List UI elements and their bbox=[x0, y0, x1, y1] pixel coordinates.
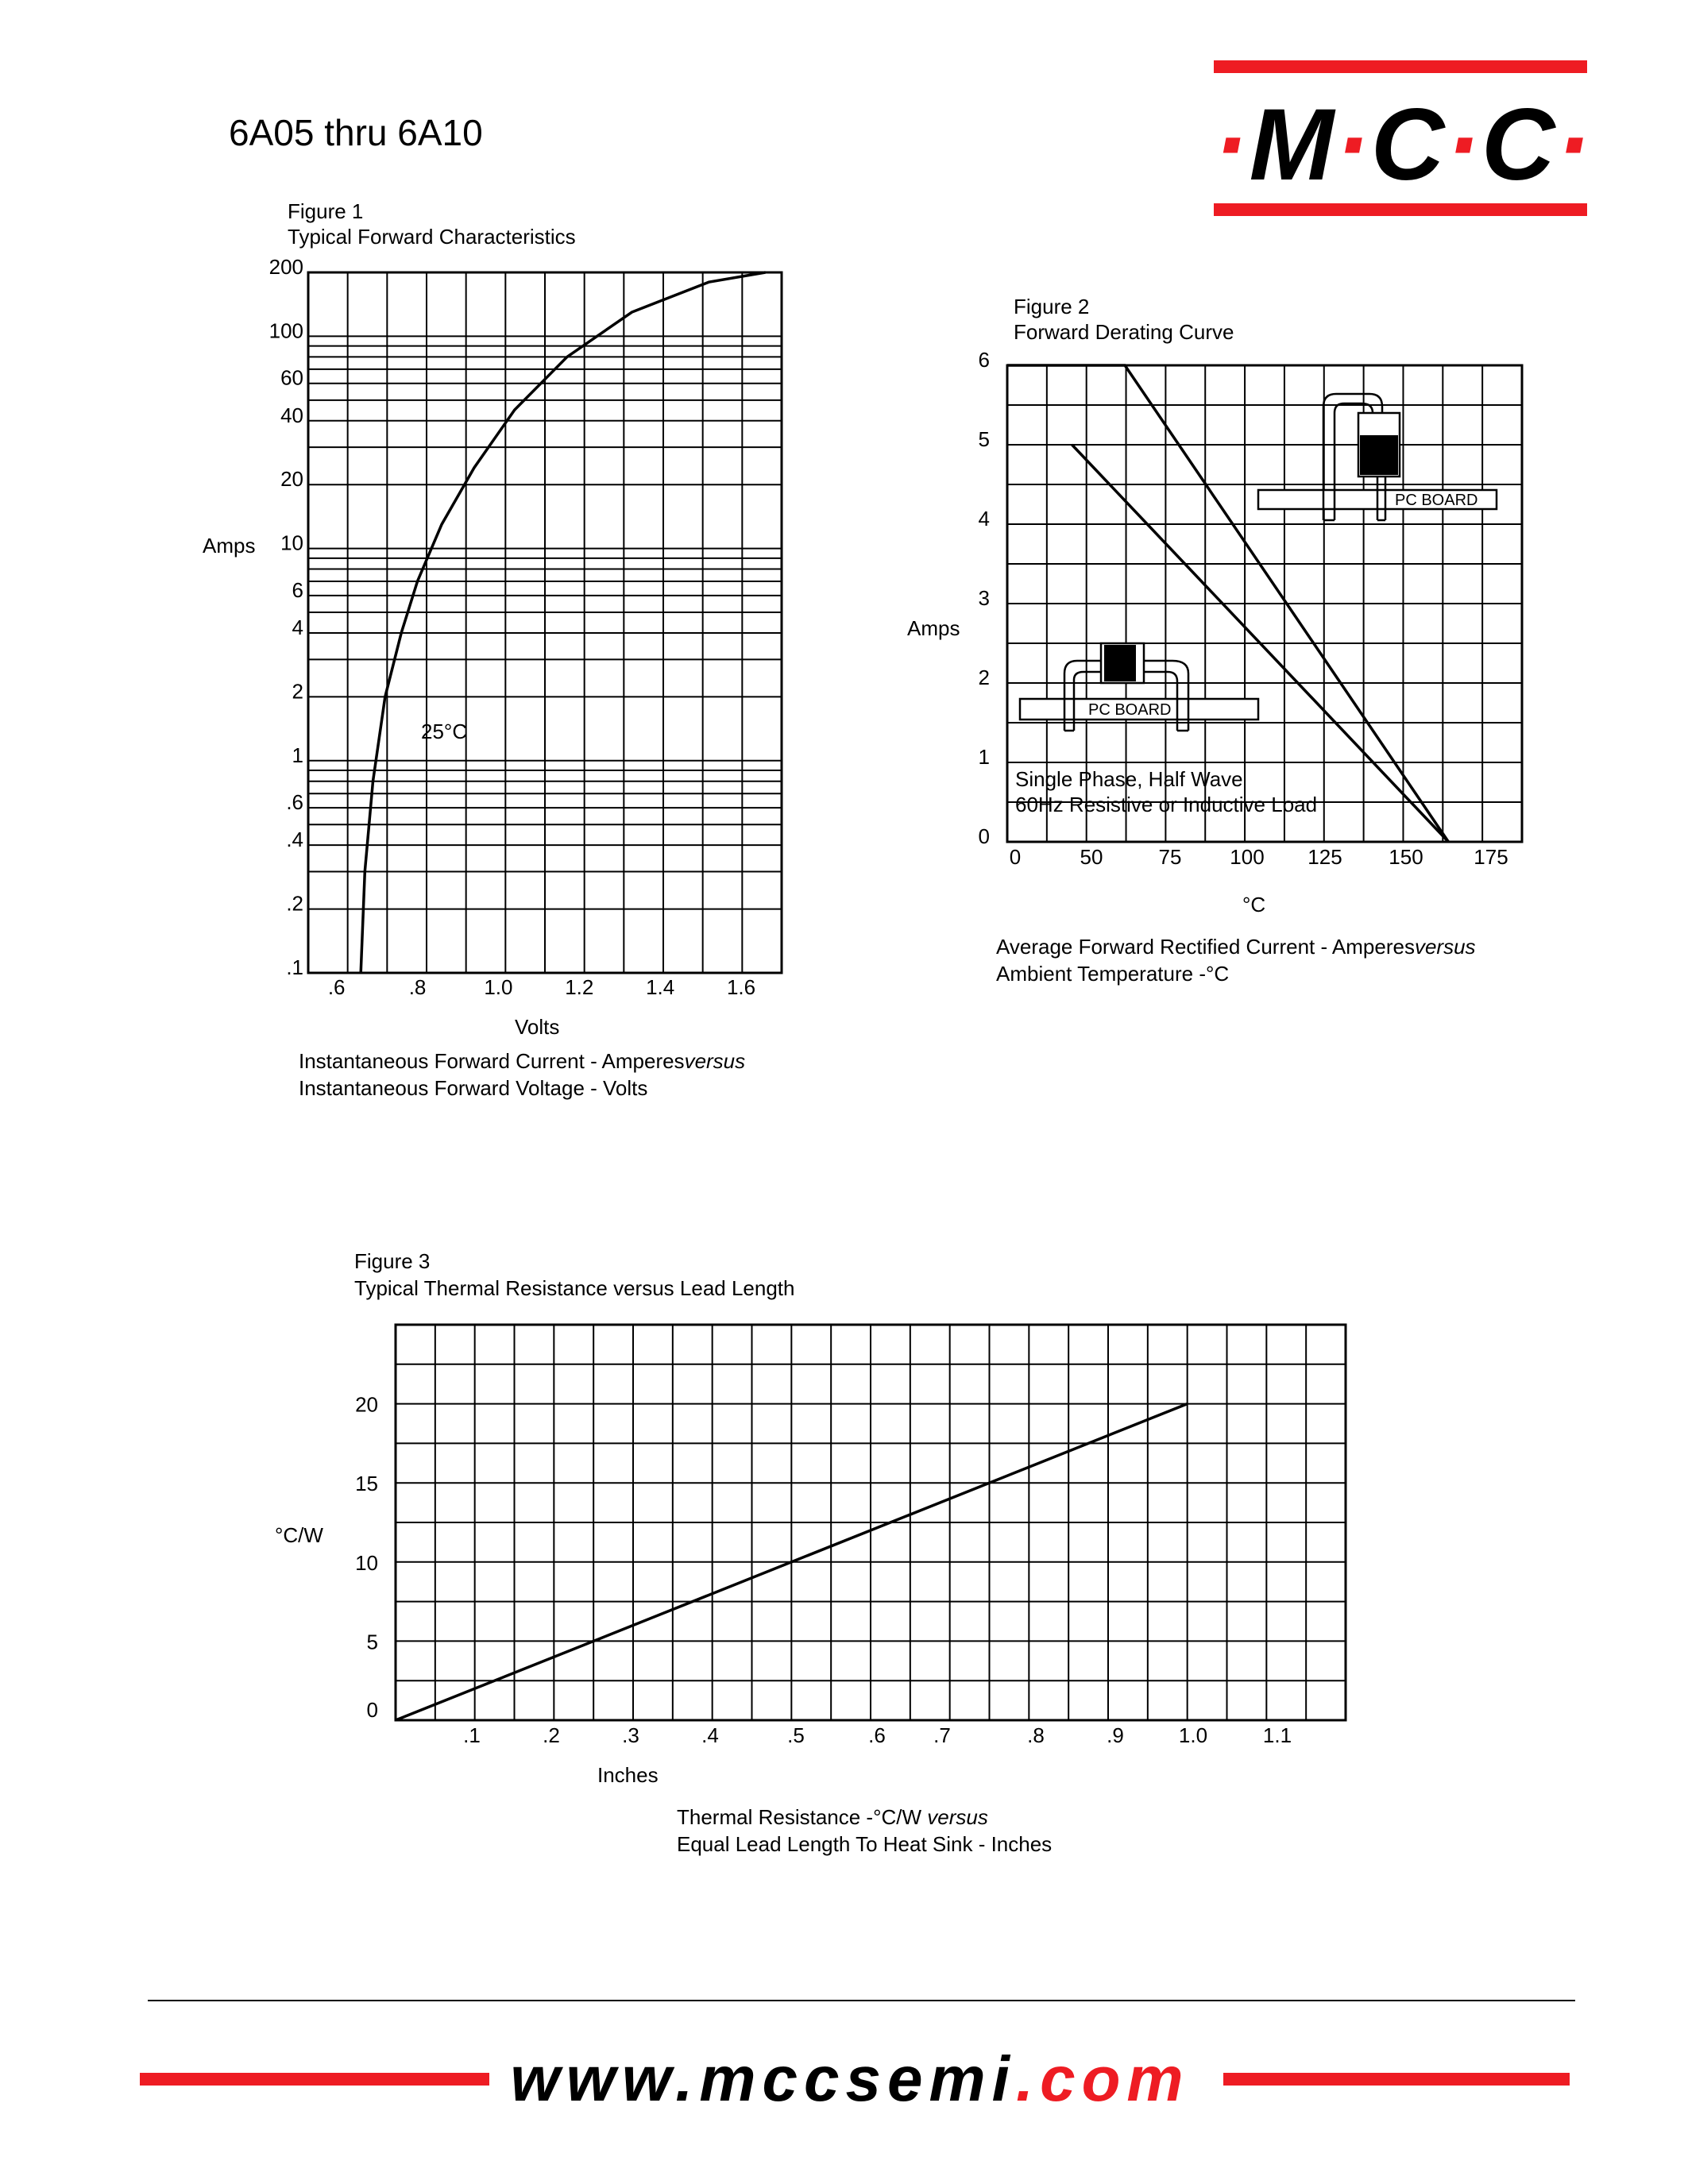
fig2-y-ticks bbox=[979, 348, 990, 848]
fig1-y-tick-label: .1 bbox=[286, 955, 303, 979]
fig2-ylabel: Amps bbox=[907, 616, 960, 640]
fig3-x-tick-label: .9 bbox=[1107, 1723, 1124, 1747]
vertical-mount-diode-illustration bbox=[1258, 394, 1497, 520]
fig3-caption-versus: versus bbox=[927, 1805, 988, 1829]
fig3-y-tick-label: 10 bbox=[355, 1550, 378, 1575]
fig1-temp-annotation: 25°C bbox=[421, 720, 468, 743]
fig1-y-ticks bbox=[269, 255, 303, 979]
fig2-x-tick-label: 50 bbox=[1080, 845, 1103, 869]
fig2-caption-line2: Ambient Temperature -°C bbox=[996, 962, 1230, 986]
logo-letter-m: M bbox=[1249, 88, 1336, 202]
fig3-x-tick-label: .2 bbox=[543, 1723, 560, 1747]
footer-url[interactable] bbox=[492, 2039, 1207, 2119]
fig1-y-tick-label: 60 bbox=[280, 365, 303, 390]
fig1-x-tick-label: .8 bbox=[408, 975, 427, 999]
fig2-y-tick-label: 4 bbox=[978, 507, 990, 531]
fig2-x-tick-label: 125 bbox=[1308, 845, 1342, 869]
fig3-x-tick-label: 1.0 bbox=[1178, 1723, 1208, 1747]
fig1-caption-versus: versus bbox=[684, 1049, 746, 1073]
logo-dot: · bbox=[1556, 88, 1592, 202]
fig1-x-tick-label: .6 bbox=[327, 975, 346, 999]
fig3-ylabel: °C/W bbox=[275, 1523, 323, 1547]
fig1-y-tick-label: 200 bbox=[268, 255, 303, 279]
fig3-x-tick-label: .5 bbox=[787, 1723, 805, 1747]
fig3-grid bbox=[396, 1325, 1346, 1720]
fig1-y-tick-label: 40 bbox=[280, 403, 303, 427]
logo-letter-c1: C bbox=[1370, 88, 1447, 202]
fig1-x-ticks bbox=[328, 975, 755, 999]
fig3-x-ticks bbox=[463, 1723, 1292, 1747]
pc-board-label-upper: PC BOARD bbox=[1395, 492, 1478, 509]
fig2-x-tick-label: 175 bbox=[1474, 845, 1508, 869]
fig1-caption-line2: Instantaneous Forward Voltage - Volts bbox=[299, 1076, 648, 1100]
footer-rule bbox=[148, 2000, 1575, 2001]
fig2-y-tick-label: 2 bbox=[978, 666, 990, 689]
fig1-x-tick-label: 1.6 bbox=[726, 975, 756, 999]
fig2-x-tick-label: 75 bbox=[1158, 845, 1182, 869]
fig2-x-ticks bbox=[1010, 845, 1508, 869]
page-title: 6A05 thru 6A10 bbox=[229, 112, 483, 153]
fig2-y-tick-label: 1 bbox=[978, 745, 990, 769]
fig3-x-tick-label: .8 bbox=[1027, 1723, 1045, 1747]
diode-band-lower bbox=[1104, 645, 1136, 681]
fig1-caption-line1 bbox=[299, 1048, 745, 1074]
fig3-caption-text: Thermal Resistance -°C/W bbox=[677, 1805, 928, 1829]
fig2-caption-text: Average Forward Rectified Current - Amperes bbox=[996, 935, 1415, 959]
fig1-y-tick-label: 6 bbox=[292, 577, 303, 602]
fig1-subtitle: Typical Forward Characteristics bbox=[288, 225, 576, 249]
fig3-y-tick-label: 15 bbox=[355, 1472, 378, 1496]
fig1-y-tick-label: 100 bbox=[268, 318, 303, 343]
footer-url-tld: .com bbox=[1015, 2043, 1190, 2114]
fig2-caption-versus: versus bbox=[1414, 935, 1476, 959]
fig3-x-tick-label: .4 bbox=[701, 1723, 719, 1747]
fig3-y-tick-label: 20 bbox=[355, 1392, 378, 1417]
fig3-y-tick-label: 0 bbox=[366, 1698, 378, 1722]
fig1-y-tick-label: .2 bbox=[286, 891, 303, 916]
fig2-note-line2: 60Hz Resistive or Inductive Load bbox=[1015, 793, 1318, 816]
fig1-y-tick-label: 1 bbox=[292, 743, 303, 767]
fig1-xlabel: Volts bbox=[515, 1015, 560, 1039]
fig1-y-tick-label: 10 bbox=[280, 531, 303, 555]
fig1-curve-25c bbox=[361, 272, 765, 973]
fig1-y-tick-label: 2 bbox=[292, 679, 303, 704]
fig2-x-tick-label: 100 bbox=[1230, 845, 1265, 869]
fig3-caption-line2: Equal Lead Length To Heat Sink - Inches bbox=[677, 1832, 1053, 1856]
fig3-x-tick-label: 1.1 bbox=[1262, 1723, 1292, 1747]
fig3-x-tick-label: .3 bbox=[622, 1723, 639, 1747]
logo-dot: · bbox=[1335, 88, 1371, 202]
fig1-x-tick-label: 1.4 bbox=[646, 975, 675, 999]
fig2-y-tick-label: 5 bbox=[978, 427, 990, 451]
fig1-y-tick-label: .4 bbox=[286, 828, 303, 852]
fig1-caption-text: Instantaneous Forward Current - Amperes bbox=[299, 1049, 685, 1073]
fig2-subtitle: Forward Derating Curve bbox=[1014, 320, 1234, 344]
fig2-xlabel: °C bbox=[1242, 893, 1266, 916]
fig3-x-tick-label: .6 bbox=[868, 1723, 886, 1747]
fig1-ylabel: Amps bbox=[203, 534, 256, 558]
fig1-y-tick-label: .6 bbox=[286, 790, 303, 815]
fig2-x-tick-label: 150 bbox=[1389, 845, 1423, 869]
fig1-x-tick-label: 1.0 bbox=[484, 975, 513, 999]
fig2-caption-line1 bbox=[996, 934, 1476, 959]
horizontal-mount-diode-illustration bbox=[1020, 643, 1258, 731]
fig2-y-tick-label: 0 bbox=[978, 824, 990, 848]
footer-url-main: www.mccsemi bbox=[510, 2043, 1016, 2114]
pc-board-label-lower: PC BOARD bbox=[1088, 701, 1172, 719]
fig1-y-tick-label: 20 bbox=[280, 467, 303, 492]
fig3-y-ticks bbox=[355, 1393, 378, 1722]
fig1-label: Figure 1 bbox=[288, 199, 364, 223]
fig3-xlabel: Inches bbox=[597, 1763, 659, 1787]
fig1-y-tick-label: 4 bbox=[292, 615, 303, 639]
fig3-caption-line1 bbox=[677, 1804, 988, 1830]
fig1-x-tick-label: 1.2 bbox=[565, 975, 594, 999]
fig2-note-line1: Single Phase, Half Wave bbox=[1015, 767, 1243, 791]
fig2-x-tick-label: 0 bbox=[1009, 845, 1022, 869]
fig3-x-tick-label: .1 bbox=[463, 1723, 481, 1747]
logo-dot: · bbox=[1214, 88, 1250, 202]
footer-left-bar bbox=[140, 2073, 489, 2086]
fig2-y-tick-label: 3 bbox=[978, 586, 990, 610]
diode-band-upper bbox=[1360, 435, 1398, 475]
logo-dot: · bbox=[1446, 88, 1481, 202]
footer-right-bar bbox=[1223, 2073, 1570, 2086]
fig3-x-tick-label: .7 bbox=[933, 1723, 951, 1747]
logo-letter-c2: C bbox=[1481, 88, 1557, 202]
fig3-label: Figure 3 bbox=[354, 1249, 431, 1273]
fig2-label: Figure 2 bbox=[1014, 295, 1090, 318]
fig3-y-tick-label: 5 bbox=[366, 1630, 378, 1654]
fig3-subtitle: Typical Thermal Resistance versus Lead Length bbox=[354, 1276, 795, 1300]
fig2-y-tick-label: 6 bbox=[978, 348, 990, 372]
